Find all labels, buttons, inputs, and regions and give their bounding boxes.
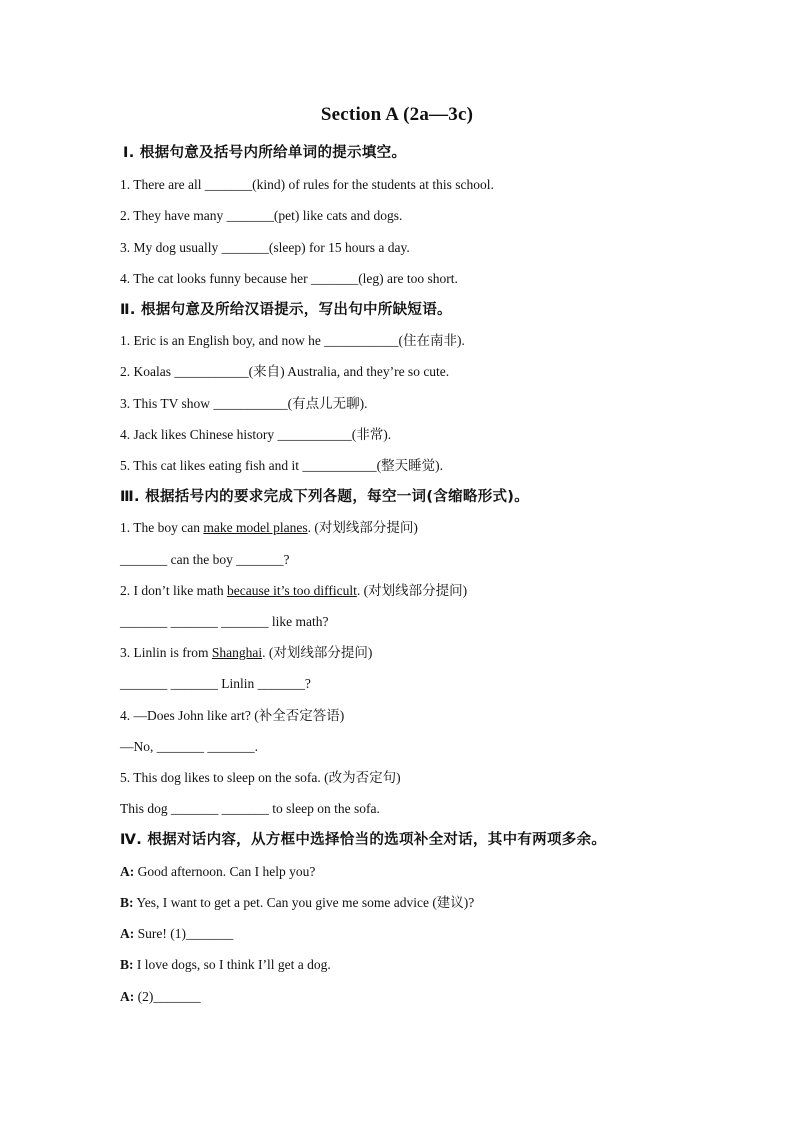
question-text: 2. I don’t like math: [120, 583, 227, 598]
question-text: 3. Linlin is from: [120, 645, 212, 660]
question-instruction: . (对划线部分提问): [356, 583, 468, 598]
exercise-line: 2. Koalas ___________(来自) Australia, and they’re so cute.: [120, 364, 450, 379]
question-line: 5. This dog likes to sleep on the sofa. (改为否定句): [120, 770, 401, 785]
exercise-line: 3. My dog usually _______(sleep) for 15 hours a day.: [120, 240, 410, 255]
answer-line: —No, _______ _______.: [120, 739, 258, 754]
dialog-text: I love dogs, so I think I’ll get a dog.: [133, 957, 331, 972]
question-line: [120, 518, 418, 538]
speaker-label: A:: [120, 926, 135, 941]
question-line: [120, 581, 467, 601]
dialog-line: [120, 987, 201, 1007]
question-instruction: . (对划线部分提问): [307, 520, 418, 535]
section-3-heading: Ⅲ. 根据括号内的要求完成下列各题，每空一词(含缩略形式)。: [120, 489, 530, 505]
underlined-phrase: Shanghai: [211, 645, 263, 660]
answer-line: _______ can the boy _______?: [120, 552, 290, 567]
underlined-phrase: make model planes: [203, 520, 308, 535]
answer-line: This dog _______ _______ to sleep on the sofa.: [120, 801, 380, 816]
exercise-line: 4. Jack likes Chinese history ___________(非常).: [120, 427, 392, 442]
exercise-line: 3. This TV show ___________(有点儿无聊).: [120, 396, 368, 411]
exercise-line: 1. Eric is an English boy, and now he ___________(住在南非).: [120, 333, 465, 348]
question-line: [120, 643, 372, 663]
question-instruction: . (对划线部分提问): [262, 645, 373, 660]
section-1-heading: Ⅰ. 根据句意及括号内所给单词的提示填空。: [123, 145, 407, 161]
exercise-line: 4. The cat looks funny because her _______(leg) are too short.: [120, 271, 458, 286]
dialog-line: [120, 924, 233, 944]
dialog-text: Sure! (1)_______: [134, 926, 234, 941]
dialog-text: Good afternoon. Can I help you?: [134, 864, 316, 879]
exercise-line: 5. This cat likes eating fish and it ___________(整天睡觉).: [120, 458, 443, 473]
section-2-heading: Ⅱ. 根据句意及所给汉语提示，写出句中所缺短语。: [120, 302, 452, 318]
underlined-phrase: because it’s too difficult: [227, 583, 357, 598]
question-line: 4. —Does John like art? (补全否定答语): [120, 708, 345, 723]
answer-line: _______ _______ _______ like math?: [120, 614, 329, 629]
dialog-text: (2)_______: [134, 989, 201, 1004]
dialog-line: [120, 862, 315, 882]
speaker-label: A:: [120, 864, 135, 879]
page-title: Section A (2a—3c): [320, 104, 474, 125]
dialog-line: [120, 893, 474, 913]
answer-line: _______ _______ Linlin _______?: [120, 676, 311, 691]
speaker-label: B:: [120, 895, 134, 910]
speaker-label: B:: [120, 957, 134, 972]
section-4-heading: Ⅳ. 根据对话内容，从方框中选择恰当的选项补全对话，其中有两项多余。: [120, 832, 607, 848]
exercise-line: 1. There are all _______(kind) of rules for the students at this school.: [120, 177, 494, 192]
dialog-text: Yes, I want to get a pet. Can you give me some advice (建议)?: [133, 895, 475, 910]
dialog-line: [120, 955, 331, 975]
question-text: 1. The boy can: [120, 520, 204, 535]
exercise-line: 2. They have many _______(pet) like cats and dogs.: [120, 208, 403, 223]
speaker-label: A:: [120, 989, 135, 1004]
